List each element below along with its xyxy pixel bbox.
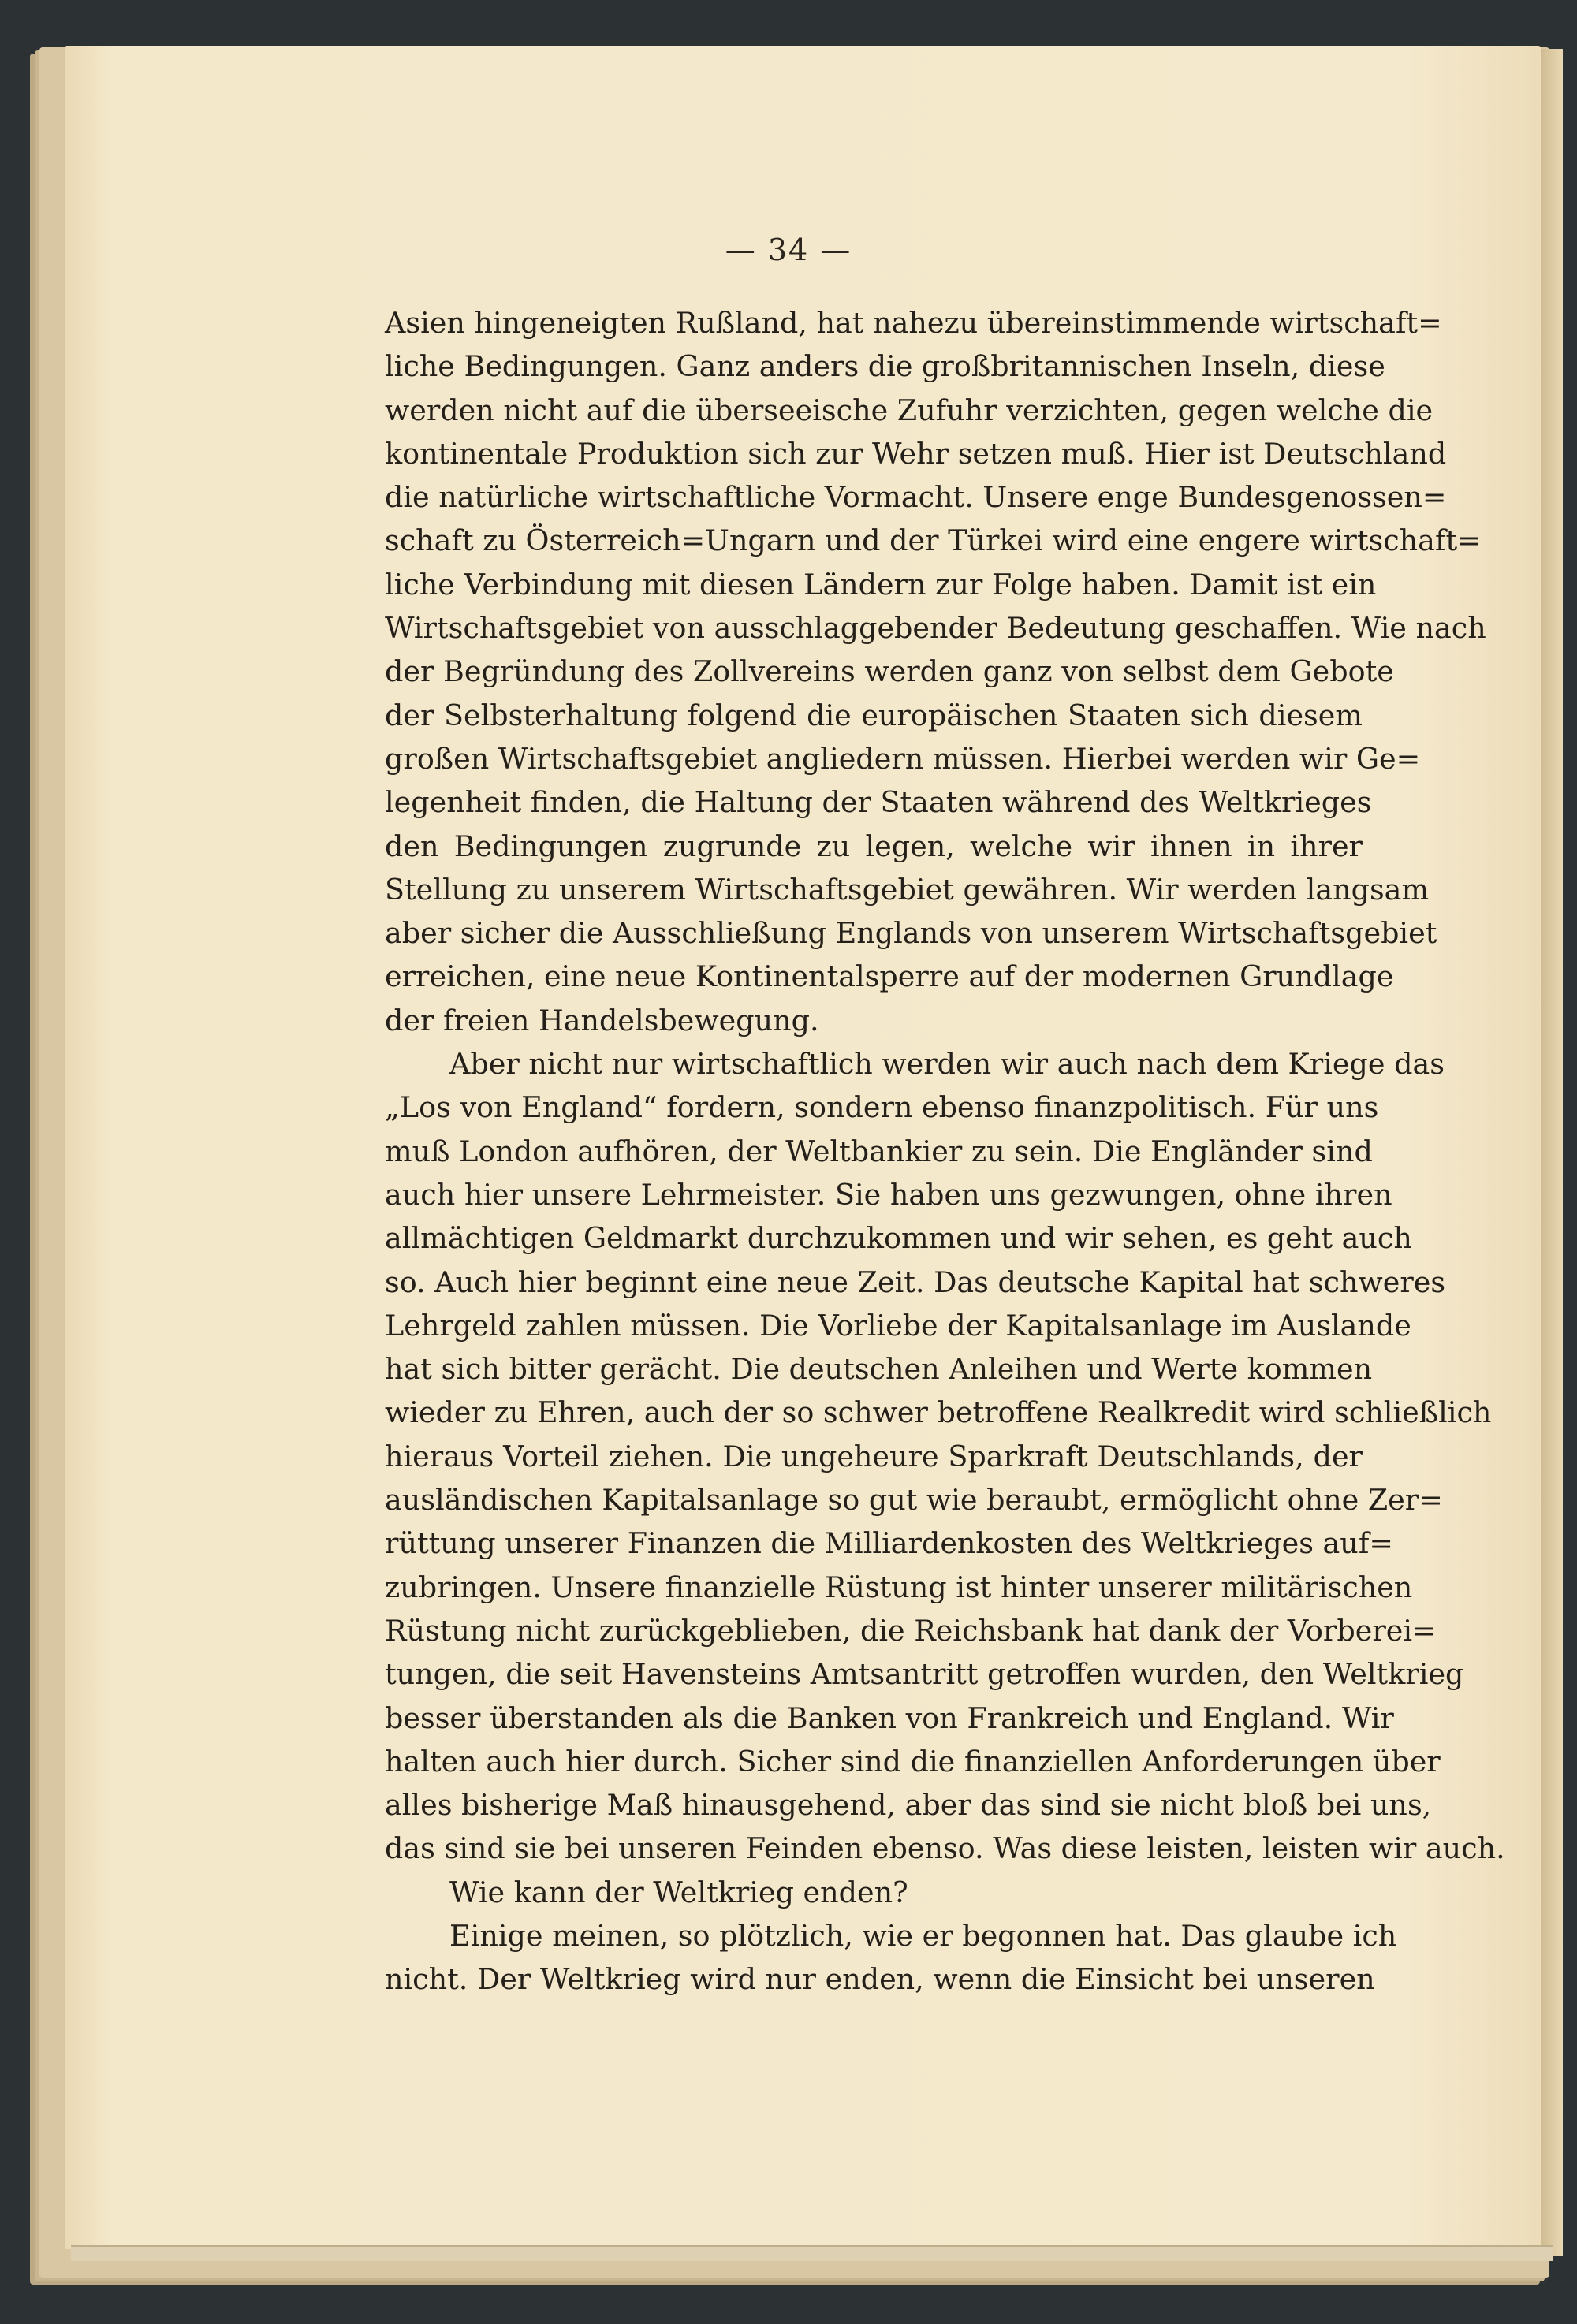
text-line: so. Auch hier beginnt eine neue Zeit. Das deutsche Kapital hat schweres [385, 1264, 1446, 1299]
text-line: die natürliche wirtschaftliche Vormacht. Unsere enge Bundesgenossen= [385, 480, 1447, 515]
text-line: den Bedingungen zugrunde zu legen, welche wir ihnen in ihrer [385, 829, 1363, 863]
text-line: halten auch hier durch. Sicher sind die finanziellen Anforderungen über [385, 1744, 1441, 1778]
text-line: Lehrgeld zahlen müssen. Die Vorliebe der Kapitalsanlage im Auslande [385, 1308, 1411, 1343]
paragraph [385, 1871, 1363, 1914]
text-line: legenheit finden, die Haltung der Staaten während des Weltkrieges [385, 785, 1372, 820]
page-number-text: — 34 — [725, 233, 852, 267]
text-line: muß London aufhören, der Weltbankier zu sein. Die Engländer sind [385, 1134, 1373, 1168]
text-line: liche Bedingungen. Ganz anders die großbritannischen Inseln, diese [385, 349, 1385, 384]
text-line: „Los von England“ fordern, sondern ebenso finanzpolitisch. Für uns [385, 1090, 1379, 1125]
text-line: der freien Handelsbewegung. [385, 1003, 819, 1037]
page-bottom-edge [71, 2245, 1553, 2261]
text-line: aber sicher die Ausschließung Englands von unserem Wirtschaftsgebiet [385, 916, 1437, 951]
binding-edge [1539, 49, 1563, 2256]
text-line: allmächtigen Geldmarkt durchzukommen und wir sehen, es geht auch [385, 1221, 1412, 1256]
text-line: der Selbsterhaltung folgend die europäischen Staaten sich diesem [385, 698, 1363, 732]
text-line: Wie kann der Weltkrieg enden? [449, 1875, 908, 1909]
text-line: liche Verbindung mit diesen Ländern zur Folge haben. Damit ist ein [385, 567, 1377, 601]
body-text [385, 301, 1505, 2002]
page-number [0, 233, 1577, 267]
text-line: wieder zu Ehren, auch der so schwer betroffene Realkredit wird schließlich [385, 1395, 1492, 1430]
text-line: Einige meinen, so plötzlich, wie er begonnen hat. Das glaube ich [449, 1918, 1397, 1953]
text-line: zubringen. Unsere finanzielle Rüstung ist hinter unserer militärischen [385, 1570, 1413, 1604]
text-line: nicht. Der Weltkrieg wird nur enden, wenn die Einsicht bei unseren [385, 1962, 1375, 1997]
text-line: Asien hingeneigten Rußland, hat nahezu übereinstimmende wirtschaft= [385, 306, 1442, 340]
text-line: hat sich bitter gerächt. Die deutschen Anleihen und Werte kommen [385, 1352, 1373, 1387]
text-line: ausländischen Kapitalsanlage so gut wie beraubt, ermöglicht ohne Zer= [385, 1483, 1443, 1518]
text-line: kontinentale Produktion sich zur Wehr setzen muß. Hier ist Deutschland [385, 436, 1447, 471]
paragraph [385, 1042, 1505, 1871]
text-line: auch hier unsere Lehrmeister. Sie haben uns gezwungen, ohne ihren [385, 1177, 1392, 1212]
text-line: tungen, die seit Havensteins Amtsantritt getroffen wurden, den Weltkrieg [385, 1657, 1464, 1692]
text-line: Rüstung nicht zurückgeblieben, die Reichsbank hat dank der Vorberei= [385, 1613, 1437, 1648]
text-line: der Begründung des Zollvereins werden ganz von selbst dem Gebote [385, 654, 1394, 689]
text-line: werden nicht auf die überseeische Zufuhr verzichten, gegen welche die [385, 393, 1433, 427]
text-line: hieraus Vorteil ziehen. Die ungeheure Sparkraft Deutschlands, der [385, 1439, 1363, 1473]
paragraph [385, 301, 1486, 1042]
text-line: das sind sie bei unseren Feinden ebenso. Was diese leisten, leisten wir auch. [385, 1831, 1505, 1866]
text-line: alles bisherige Maß hinausgehend, aber das sind sie nicht bloß bei uns, [385, 1788, 1432, 1823]
text-line: Stellung zu unserem Wirtschaftsgebiet gewähren. Wir werden langsam [385, 872, 1430, 907]
text-line: Aber nicht nur wirtschaftlich werden wir auch nach dem Kriege das [449, 1047, 1445, 1082]
text-line: großen Wirtschaftsgebiet angliedern müssen. Hierbei werden wir Ge= [385, 741, 1421, 776]
text-line: Wirtschaftsgebiet von ausschlaggebender Bedeutung geschaffen. Wie nach [385, 611, 1486, 646]
text-line: erreichen, eine neue Kontinentalsperre auf der modernen Grundlage [385, 959, 1394, 994]
paragraph [385, 1914, 1397, 2002]
text-line: besser überstanden als die Banken von Frankreich und England. Wir [385, 1700, 1394, 1735]
text-line: rüttung unserer Finanzen die Milliardenkosten des Weltkrieges auf= [385, 1526, 1393, 1561]
text-line: schaft zu Österreich=Ungarn und der Türkei wird eine engere wirtschaft= [385, 523, 1482, 558]
